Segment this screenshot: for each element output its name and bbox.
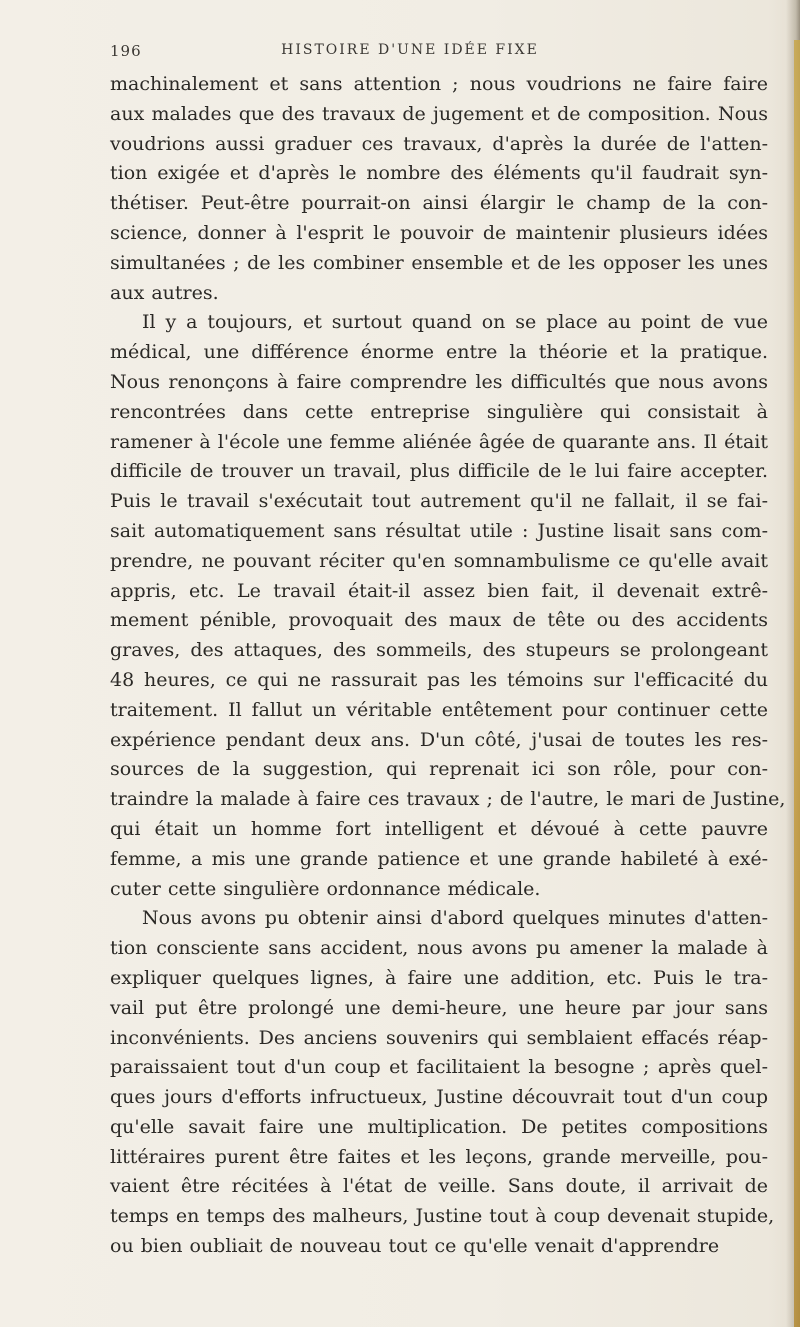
- paragraph: [110, 904, 775, 1262]
- text-line: inconvénients. Des anciens souvenirs qui semblaient effacés réap-: [110, 1026, 768, 1049]
- text-line: expérience pendant deux ans. D'un côté, j'usai de toutes les res-: [110, 728, 768, 751]
- text-line: sait automatiquement sans résultat utile : Justine lisait sans com-: [110, 519, 768, 542]
- paragraph: [110, 70, 768, 308]
- text-line: vail put être prolongé une demi-heure, une heure par jour sans: [110, 996, 768, 1019]
- running-title: HISTOIRE D'UNE IDÉE FIXE: [281, 42, 539, 58]
- paragraph: [110, 308, 786, 904]
- text-line: qu'elle savait faire une multiplication. De petites compositions: [110, 1115, 768, 1138]
- text-line: graves, des attaques, des sommeils, des stupeurs se prolongeant: [110, 639, 768, 662]
- text-line: expliquer quelques lignes, à faire une addition, etc. Puis le tra-: [110, 966, 768, 989]
- text-line: littéraires purent être faites et les leçons, grande merveille, pou-: [110, 1145, 768, 1168]
- text-line: qui était un homme fort intelligent et dévoué à cette pauvre: [110, 817, 768, 840]
- text-line: aux malades que des travaux de jugement et de composition. Nous: [110, 102, 768, 125]
- text-line: cuter cette singulière ordonnance médicale.: [110, 877, 541, 900]
- text-line: mement pénible, provoquait des maux de tête ou des accidents: [110, 609, 768, 632]
- running-header: [110, 38, 800, 68]
- text-line: paraissaient tout d'un coup et facilitaient la besogne ; après quel-: [110, 1056, 768, 1079]
- text-line: appris, etc. Le travail était-il assez bien fait, il devenait extrê-: [110, 579, 768, 602]
- text-line: tion exigée et d'après le nombre des éléments qu'il faudrait syn-: [110, 162, 768, 185]
- text-line: ramener à l'école une femme aliénée âgée de quarante ans. Il était: [110, 430, 768, 453]
- text-line: Nous renonçons à faire comprendre les difficultés que nous avons: [110, 370, 768, 393]
- text-line: simultanées ; de les combiner ensemble et de les opposer les unes: [110, 251, 768, 274]
- text-line: science, donner à l'esprit le pouvoir de maintenir plusieurs idées: [110, 221, 768, 244]
- text-line: femme, a mis une grande patience et une grande habileté à exé-: [110, 847, 768, 870]
- text-line: voudrions aussi graduer ces travaux, d'après la durée de l'atten-: [110, 132, 768, 155]
- text-line: prendre, ne pouvant réciter qu'en somnambulisme ce qu'elle avait: [110, 549, 768, 572]
- text-line: rencontrées dans cette entreprise singulière qui consistait à: [110, 400, 768, 423]
- text-line: Nous avons pu obtenir ainsi d'abord quelques minutes d'atten-: [142, 907, 768, 930]
- text-line: machinalement et sans attention ; nous voudrions ne faire faire: [110, 73, 768, 95]
- text-line: ques jours d'efforts infructueux, Justine découvrait tout d'un coup: [110, 1086, 768, 1109]
- book-spine-edge: [794, 40, 800, 1327]
- text-line: aux autres.: [110, 281, 219, 304]
- text-line: tion consciente sans accident, nous avons pu amener la malade à: [110, 937, 768, 960]
- text-line: Puis le travail s'exécutait tout autrement qu'il ne fallait, il se fai-: [110, 490, 768, 513]
- text-line: traindre la malade à faire ces travaux ; de l'autre, le mari de Justine,: [110, 788, 786, 811]
- page-number: 196: [110, 42, 142, 60]
- text-line: 48 heures, ce qui ne rassurait pas les témoins sur l'efficacité du: [110, 668, 768, 691]
- text-line: thétiser. Peut-être pourrait-on ainsi élargir le champ de la con-: [110, 192, 768, 215]
- text-line: traitement. Il fallut un véritable entêtement pour continuer cette: [110, 698, 768, 721]
- text-line: médical, une différence énorme entre la théorie et la pratique.: [110, 341, 768, 364]
- text-line: sources de la suggestion, qui reprenait ici son rôle, pour con-: [110, 758, 768, 781]
- text-line: difficile de trouver un travail, plus difficile de le lui faire accepter.: [110, 460, 768, 483]
- body-text: [110, 70, 786, 1262]
- text-line: Il y a toujours, et surtout quand on se place au point de vue: [142, 311, 768, 334]
- text-line: vaient être récitées à l'état de veille. Sans doute, il arrivait de: [110, 1175, 768, 1198]
- text-line: ou bien oubliait de nouveau tout ce qu'elle venait d'apprendre: [110, 1235, 720, 1258]
- text-line: temps en temps des malheurs, Justine tout à coup devenait stupide,: [110, 1205, 775, 1228]
